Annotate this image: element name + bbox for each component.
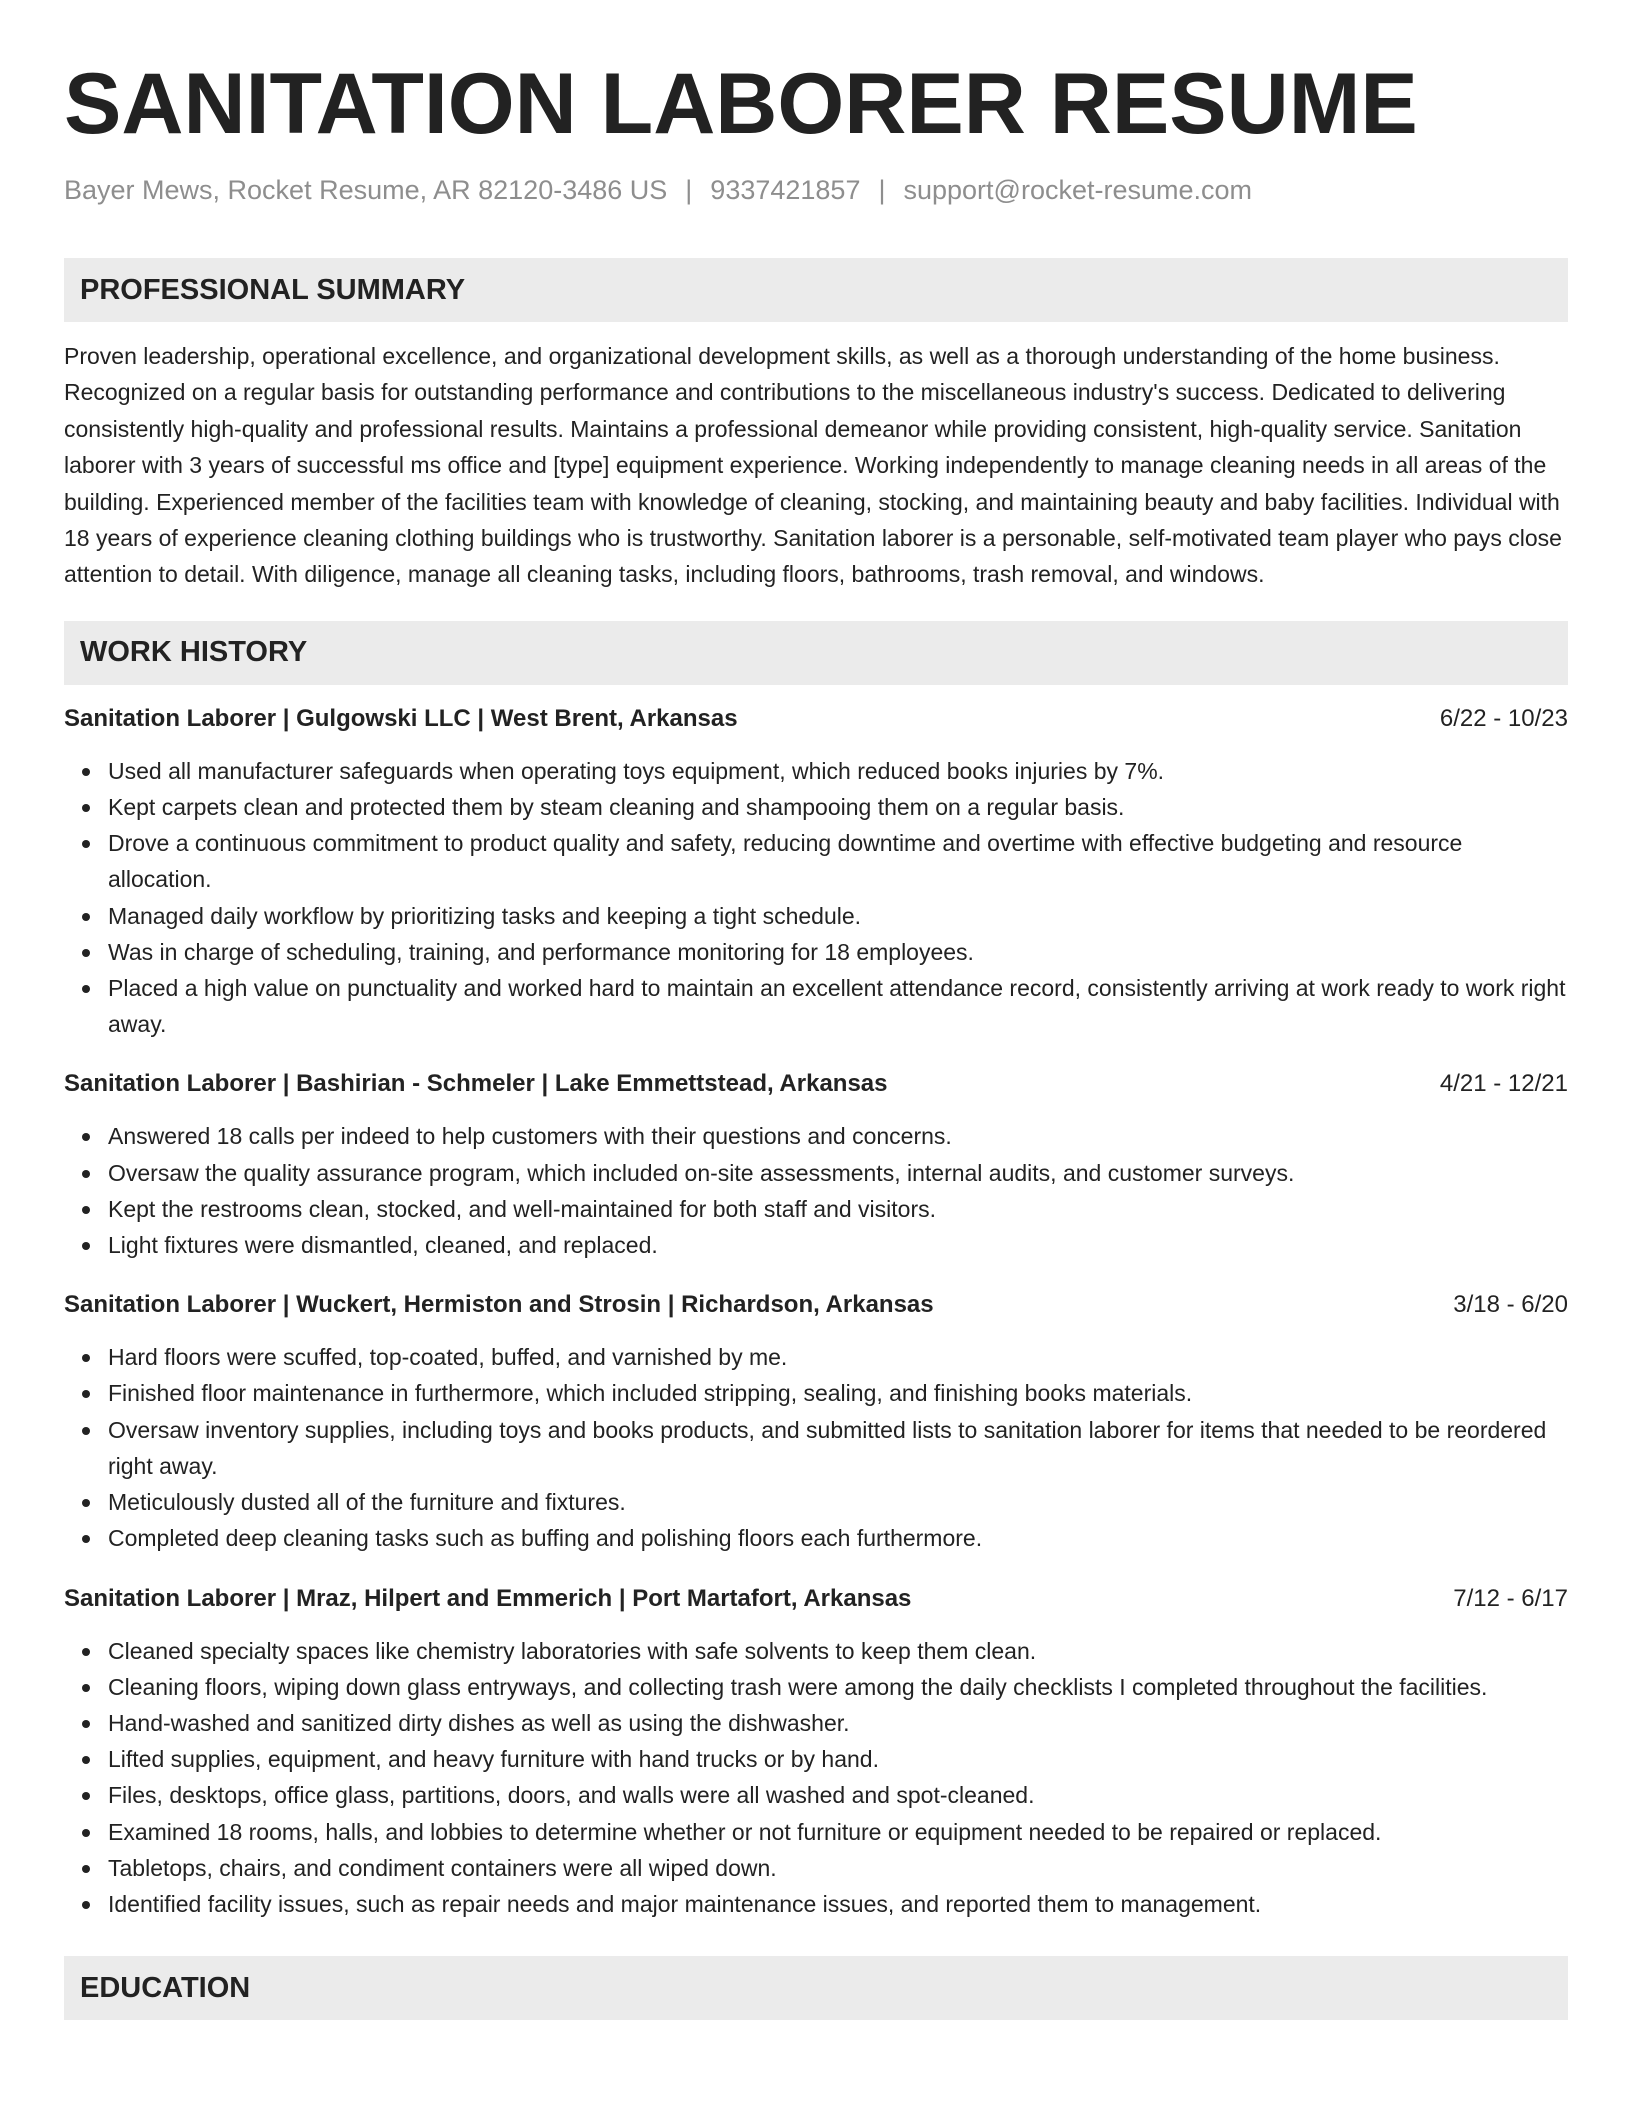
job-bullet: Managed daily workflow by prioritizing tasks and keeping a tight schedule.: [64, 898, 1568, 934]
job-bullet: Cleaning floors, wiping down glass entryways, and collecting trash were among the daily checklists I completed throughout the facilities.: [64, 1669, 1568, 1705]
job-bullet: Light fixtures were dismantled, cleaned, and replaced.: [64, 1227, 1568, 1263]
job-dates: 6/22 - 10/23: [1439, 704, 1568, 732]
job-bullets: [64, 1633, 1568, 1923]
job-bullet: Cleaned specialty spaces like chemistry laboratories with safe solvents to keep them clean.: [64, 1633, 1568, 1669]
job-header: [64, 701, 1568, 737]
contact-line: [64, 172, 1568, 208]
section-heading-education: EDUCATION: [64, 1956, 1568, 2020]
job-dates: 7/12 - 6/17: [1453, 1584, 1568, 1612]
job-header: [64, 1581, 1568, 1617]
job-dates: 4/21 - 12/21: [1439, 1070, 1568, 1098]
job-bullet: Hand-washed and sanitized dirty dishes as well as using the dishwasher.: [64, 1705, 1568, 1741]
job-title: Sanitation Laborer | Wuckert, Hermiston and Strosin | Richardson, Arkansas: [64, 1291, 934, 1319]
resume-page: [64, 0, 1568, 2020]
resume-title: SANITATION LABORER RESUME: [64, 56, 1418, 152]
job-entry: [64, 1581, 1568, 1923]
contact-email: support@rocket-resume.com: [903, 175, 1253, 205]
contact-separator: |: [685, 175, 693, 205]
job-dates: 3/18 - 6/20: [1453, 1291, 1568, 1319]
job-bullet: Oversaw the quality assurance program, which included on-site assessments, internal audits, and customer surveys.: [64, 1155, 1568, 1191]
work-history-list: [64, 701, 1568, 1922]
job-bullets: [64, 753, 1568, 1043]
job-bullets: [64, 1118, 1568, 1263]
job-title: Sanitation Laborer | Gulgowski LLC | West Brent, Arkansas: [64, 704, 738, 732]
job-bullet: Files, desktops, office glass, partitions, doors, and walls were all washed and spot-cleaned.: [64, 1777, 1568, 1813]
job-bullet: Was in charge of scheduling, training, and performance monitoring for 18 employees.: [64, 934, 1568, 970]
job-bullet: Placed a high value on punctuality and worked hard to maintain an excellent attendance record, consistently arriving at work ready to work right away.: [64, 970, 1568, 1042]
job-bullet: Drove a continuous commitment to product quality and safety, reducing downtime and overtime with effective budgeting and resource allocation.: [64, 825, 1568, 897]
section-heading-summary: PROFESSIONAL SUMMARY: [64, 258, 1568, 322]
section-heading-work-history: WORK HISTORY: [64, 621, 1568, 685]
job-bullets: [64, 1339, 1568, 1556]
job-title: Sanitation Laborer | Bashirian - Schmeler | Lake Emmettstead, Arkansas: [64, 1070, 888, 1098]
job-bullet: Meticulously dusted all of the furniture and fixtures.: [64, 1484, 1568, 1520]
job-entry: [64, 1287, 1568, 1556]
job-bullet: Oversaw inventory supplies, including toys and books products, and submitted lists to sanitation laborer for items that needed to be reordered right away.: [64, 1412, 1568, 1484]
summary-paragraph: Proven leadership, operational excellence, and organizational development skills, as well as a thorough understanding of the home business. Recognized on a regular basis for outstanding performance and contributions to the miscellaneous industry's success. Dedicated to delivering consistently high-quality and professional results. Maintains a professional demeanor while providing consistent, high-quality service. Sanitation laborer with 3 years of successful ms office and [type] equipment experience. Working independently to manage cleaning needs in all areas of the building. Experienced member of the facilities team with knowledge of cleaning, stocking, and maintaining beauty and baby facilities. Individual with 18 years of experience cleaning clothing buildings who is trustworthy. Sanitation laborer is a personable, self-motivated team player who pays close attention to detail. With diligence, manage all cleaning tasks, including floors, bathrooms, trash removal, and windows.: [64, 343, 1562, 588]
contact-separator: |: [878, 175, 886, 205]
job-header: [64, 1066, 1568, 1102]
job-entry: [64, 701, 1568, 1043]
job-bullet: Finished floor maintenance in furthermore, which included stripping, sealing, and finishing books materials.: [64, 1375, 1568, 1411]
job-entry: [64, 1066, 1568, 1263]
job-bullet: Tabletops, chairs, and condiment containers were all wiped down.: [64, 1850, 1568, 1886]
contact-phone: 9337421857: [710, 175, 861, 205]
job-bullet: Identified facility issues, such as repair needs and major maintenance issues, and reported them to management.: [64, 1886, 1568, 1922]
job-bullet: Completed deep cleaning tasks such as buffing and polishing floors each furthermore.: [64, 1520, 1568, 1556]
contact-address: Bayer Mews, Rocket Resume, AR 82120-3486 US: [64, 175, 668, 205]
job-bullet: Answered 18 calls per indeed to help customers with their questions and concerns.: [64, 1118, 1568, 1154]
job-title: Sanitation Laborer | Mraz, Hilpert and Emmerich | Port Martafort, Arkansas: [64, 1584, 912, 1612]
job-bullet: Kept the restrooms clean, stocked, and well-maintained for both staff and visitors.: [64, 1191, 1568, 1227]
job-bullet: Kept carpets clean and protected them by steam cleaning and shampooing them on a regular basis.: [64, 789, 1568, 825]
job-bullet: Used all manufacturer safeguards when operating toys equipment, which reduced books injuries by 7%.: [64, 753, 1568, 789]
job-header: [64, 1287, 1568, 1323]
job-bullet: Hard floors were scuffed, top-coated, buffed, and varnished by me.: [64, 1339, 1568, 1375]
job-bullet: Lifted supplies, equipment, and heavy furniture with hand trucks or by hand.: [64, 1741, 1568, 1777]
job-bullet: Examined 18 rooms, halls, and lobbies to determine whether or not furniture or equipment needed to be repaired or replaced.: [64, 1814, 1568, 1850]
